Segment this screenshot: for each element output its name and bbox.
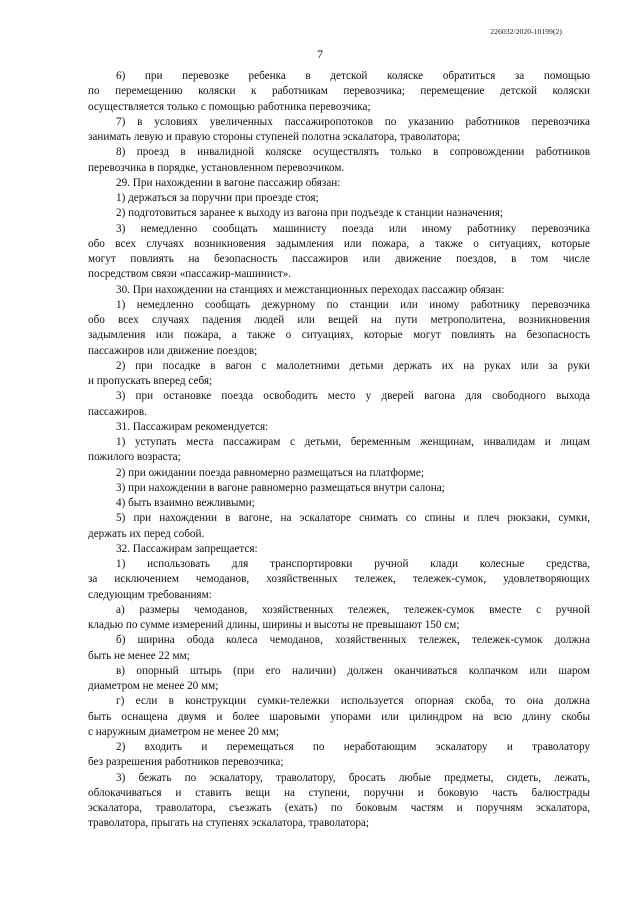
page-number: 7 — [317, 47, 323, 61]
paragraph — [88, 694, 590, 740]
text-line: 5) при нахождении в вагоне, на эскалаторе снимать со спины и плеч рюкзаки, сумки, — [116, 512, 590, 525]
text-line: 3) немедленно сообщать машинисту поезда или иному работнику перевозчика — [116, 222, 590, 235]
text-line: быть не менее 22 мм; — [88, 649, 190, 662]
paragraph — [88, 191, 590, 206]
text-line: быть оснащена двумя и более шаровыми упорами или цилиндром на всю длину скобы — [88, 710, 590, 723]
text-line: 3) при нахождении в вагоне равномерно размещаться внутри салона; — [116, 481, 445, 494]
text-line: 6) при перевозке ребенка в детской коляске обратиться за помощью — [116, 70, 590, 82]
paragraph — [88, 496, 590, 511]
document-number: 226032/2020-10199(2) — [490, 27, 562, 36]
text-line: 31. Пассажирам рекомендуется: — [116, 420, 269, 433]
paragraph — [88, 69, 590, 115]
paragraph — [88, 603, 590, 634]
text-line: осуществляется только с помощью работника перевозчика; — [88, 100, 371, 113]
text-line: пассажиров. — [88, 405, 147, 418]
paragraph — [88, 435, 590, 466]
text-line: эскалатора, траволатора, съезжать (ехать) по боковым частям и поручням эскалатора, — [88, 802, 590, 814]
paragraph — [88, 283, 590, 298]
paragraph — [88, 633, 590, 664]
text-line: перевозчика в порядке, установленном перевозчиком. — [88, 161, 345, 174]
text-line: 1) держаться за поручни при проезде стоя; — [116, 192, 319, 204]
text-line: посредством связи «пассажир-машинист». — [88, 268, 292, 281]
text-line: занимать левую и правую стороны ступеней полотна эскалатора, траволатора; — [88, 131, 461, 143]
paragraph — [88, 771, 590, 832]
text-line: без разрешения работников перевозчика; — [88, 756, 284, 769]
text-line: 30. При нахождении на станциях и межстанционных переходах пассажир обязан: — [116, 283, 505, 296]
paragraph — [88, 359, 590, 390]
paragraph — [88, 740, 590, 771]
text-line: 1) уступать места пассажирам с детьми, беременным женщинам, инвалидам и лицам — [116, 436, 590, 448]
text-line: 1) использовать для транспортировки ручной клади колесные средства, — [116, 558, 590, 570]
paragraph — [88, 145, 590, 176]
paragraph — [88, 222, 590, 283]
paragraph — [88, 557, 590, 603]
text-line: 7) в условиях увеличенных пассажиропотоков по указанию работников перевозчика — [116, 115, 590, 128]
text-line: 29. При нахождении в вагоне пассажир обязан: — [116, 176, 341, 189]
text-line: 8) проезд в инвалидной коляске осуществлять только в сопровождении работников — [116, 146, 590, 159]
text-line: держать их перед собой. — [88, 527, 205, 540]
text-line: следующим требованиям: — [88, 588, 212, 601]
text-line: обо всех случаях падения людей или вещей на пути метрополитена, возникновения — [88, 314, 590, 326]
text-line: 2) подготовиться заранее к выходу из вагона при подъезде к станции назначения; — [116, 207, 503, 220]
text-line: могут повлиять на безопасность пассажиров или движение поездов, в том числе — [88, 253, 590, 265]
text-line: и пропускать вперед себя; — [88, 375, 213, 387]
text-line: 32. Пассажирам запрещается: — [116, 542, 258, 555]
text-line: 2) входить и перемещаться по неработающим эскалатору и траволатору — [116, 741, 590, 753]
text-line: в) опорный штырь (при его наличии) должен оканчиваться колпачком или шаром — [116, 664, 590, 677]
paragraph — [88, 420, 590, 435]
paragraph — [88, 481, 590, 496]
text-line: 1) немедленно сообщать дежурному по станции или иному работнику перевозчика — [116, 298, 590, 311]
paragraph — [88, 389, 590, 420]
document-body — [88, 69, 590, 832]
text-line: б) ширина обода колеса чемоданов, хозяйственных тележек, тележек-сумок должна — [116, 634, 590, 647]
text-line: 4) быть взаимно вежливыми; — [116, 497, 255, 509]
text-line: 2) при посадке в вагон с малолетними детьми держать их на руках или за руки — [116, 359, 590, 372]
paragraph — [88, 298, 590, 359]
paragraph — [88, 176, 590, 191]
text-line: а) размеры чемоданов, хозяйственных тележек, тележек-сумок вместе с ручной — [116, 603, 590, 616]
text-line: с наружным диаметром не менее 20 мм; — [88, 725, 280, 738]
text-line: по перемещению коляски к работникам перевозчика; перемещение детской коляски — [88, 85, 590, 98]
text-line: 3) бежать по эскалатору, траволатору, бросать любые предметы, сидеть, лежать, — [116, 771, 590, 784]
text-line: 2) при ожидании поезда равномерно размещаться на платформе; — [116, 466, 425, 479]
text-line: 3) при остановке поезда освободить место у дверей вагона для свободного выхода — [116, 390, 590, 403]
text-line: обо всех случаях возникновения задымления или пожара, а также о ситуациях, которые — [88, 237, 590, 250]
text-line: диаметром не менее 20 мм; — [88, 680, 219, 692]
paragraph — [88, 511, 590, 542]
text-line: кладью по сумме измерений длины, ширины и высоты не превышают 150 см; — [88, 619, 460, 631]
text-line: за исключением чемоданов, хозяйственных тележек, тележек-сумок, удовлетворяющих — [88, 573, 590, 586]
text-line: траволатора, прыгать на ступенях эскалатора, траволатора; — [88, 817, 370, 830]
text-line: задымления или пожара, а также о ситуациях, которые могут повлиять на безопасность — [88, 329, 590, 342]
text-line: пассажиров или движение поездов; — [88, 344, 258, 357]
paragraph — [88, 542, 590, 557]
paragraph — [88, 115, 590, 146]
paragraph — [88, 664, 590, 695]
paragraph — [88, 466, 590, 481]
text-line: пожилого возраста; — [88, 451, 181, 464]
text-line: г) если в конструкции сумки-тележки используется опорная скоба, то она должна — [116, 695, 590, 708]
paragraph — [88, 206, 590, 221]
text-line: облокачиваться и ставить вещи на ступени, поручни и боковую часть балюстрады — [88, 786, 590, 799]
